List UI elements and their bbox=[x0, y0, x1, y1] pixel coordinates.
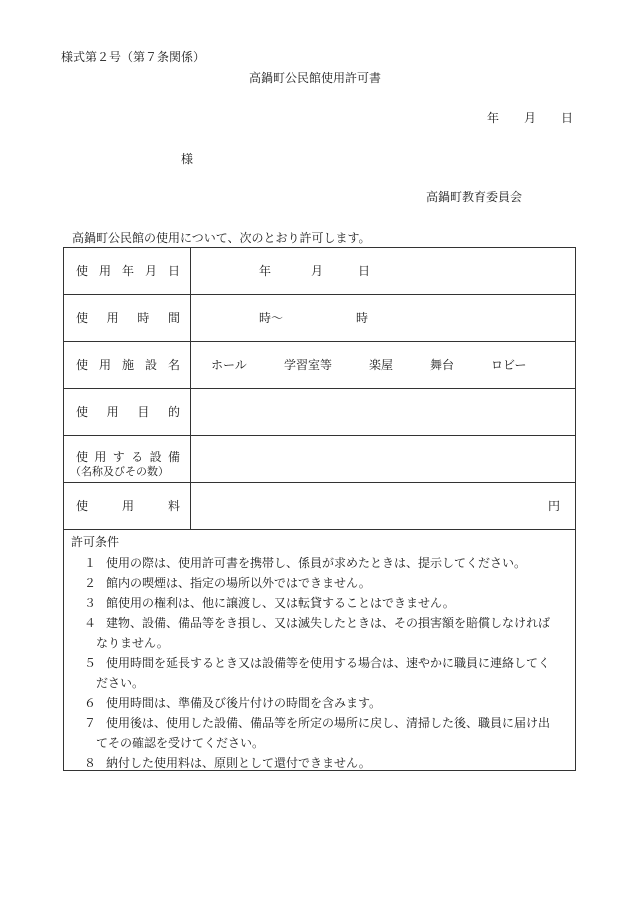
label-facility bbox=[64, 342, 191, 388]
usage-time-from: 時〜 bbox=[259, 311, 284, 325]
document-title: 高鍋町公民館使用許可書 bbox=[248, 71, 381, 85]
facility-option-study-room[interactable]: 学習室等 bbox=[284, 358, 333, 372]
condition-text-continued: てその確認を受けてください。 bbox=[96, 736, 265, 750]
row-usage-time bbox=[64, 295, 575, 342]
condition-text: 館内の喫煙は、指定の場所以外ではできません。 bbox=[106, 576, 371, 590]
label-usage-date-text: 使 用 年 月 日 bbox=[76, 264, 180, 278]
recipient-honorific: 様 bbox=[181, 152, 194, 166]
label-purpose bbox=[64, 389, 191, 435]
value-purpose[interactable] bbox=[191, 389, 575, 435]
value-usage-time[interactable] bbox=[191, 295, 575, 341]
row-equipment bbox=[64, 436, 575, 483]
condition-text: 使用後は、使用した設備、備品等を所定の場所に戻し、清掃した後、職員に届け出 bbox=[106, 716, 551, 730]
condition-text-continued: なりません。 bbox=[96, 636, 169, 650]
usage-date-month: 月 bbox=[311, 264, 324, 278]
condition-text: 使用時間を延長するとき又は設備等を使用する場合は、速やかに職員に連絡してく bbox=[106, 656, 551, 670]
permit-table bbox=[63, 247, 576, 771]
value-equipment[interactable] bbox=[191, 436, 575, 482]
condition-text: 建物、設備、備品等をき損し、又は滅失したときは、その損害額を賠償しなければ bbox=[106, 616, 551, 630]
condition-number: ５ bbox=[84, 656, 97, 670]
condition-text: 使用時間は、準備及び後片付けの時間を含みます。 bbox=[106, 696, 382, 710]
issue-date-year: 年 bbox=[487, 111, 500, 125]
facility-option-stage[interactable]: 舞台 bbox=[430, 358, 455, 372]
condition-number: ３ bbox=[84, 596, 97, 610]
value-fee[interactable] bbox=[191, 483, 575, 529]
usage-time-to: 時 bbox=[356, 311, 369, 325]
value-usage-date[interactable] bbox=[191, 248, 575, 294]
issuer-name: 高鍋町教育委員会 bbox=[426, 190, 523, 204]
issue-date-month: 月 bbox=[524, 111, 537, 125]
form-number: 様式第２号（第７条関係） bbox=[61, 50, 206, 64]
row-purpose bbox=[64, 389, 575, 436]
condition-number: ４ bbox=[84, 616, 97, 630]
condition-number: ８ bbox=[84, 756, 97, 770]
label-purpose-text: 使 用 目 的 bbox=[76, 405, 180, 419]
label-usage-time bbox=[64, 295, 191, 341]
value-facility bbox=[191, 342, 575, 388]
label-equipment bbox=[64, 436, 191, 482]
conditions-heading: 許可条件 bbox=[71, 535, 120, 549]
facility-option-hall[interactable]: ホール bbox=[211, 358, 247, 372]
label-facility-text: 使 用 施 設 名 bbox=[76, 358, 180, 372]
condition-number: １ bbox=[84, 556, 97, 570]
issue-date-day: 日 bbox=[561, 111, 574, 125]
label-equipment-text: 使 用 す る 設 備 bbox=[76, 450, 180, 464]
label-usage-date bbox=[64, 248, 191, 294]
usage-date-day: 日 bbox=[358, 264, 371, 278]
condition-text: 納付した使用料は、原則として還付できません。 bbox=[106, 756, 371, 770]
condition-number: ６ bbox=[84, 696, 97, 710]
intro-statement: 高鍋町公民館の使用について、次のとおり許可します。 bbox=[72, 231, 371, 245]
condition-text: 館使用の権利は、他に譲渡し、又は転貸することはできません。 bbox=[106, 596, 455, 610]
fee-unit: 円 bbox=[548, 499, 561, 513]
condition-number: ２ bbox=[84, 576, 97, 590]
facility-option-dressing-room[interactable]: 楽屋 bbox=[369, 358, 394, 372]
row-usage-date bbox=[64, 248, 575, 295]
row-facility bbox=[64, 342, 575, 389]
condition-text-continued: ださい。 bbox=[96, 676, 145, 690]
label-usage-time-text: 使 用 時 間 bbox=[76, 311, 180, 325]
condition-text: 使用の際は、使用許可書を携帯し、係員が求めたときは、提示してください。 bbox=[106, 556, 527, 570]
facility-option-lobby[interactable]: ロビー bbox=[491, 358, 527, 372]
label-fee-text: 使 用 料 bbox=[76, 499, 180, 513]
usage-date-year: 年 bbox=[259, 264, 272, 278]
label-fee bbox=[64, 483, 191, 529]
row-fee bbox=[64, 483, 575, 530]
condition-number: ７ bbox=[84, 716, 97, 730]
label-equipment-sub: （名称及びその数） bbox=[70, 465, 169, 478]
